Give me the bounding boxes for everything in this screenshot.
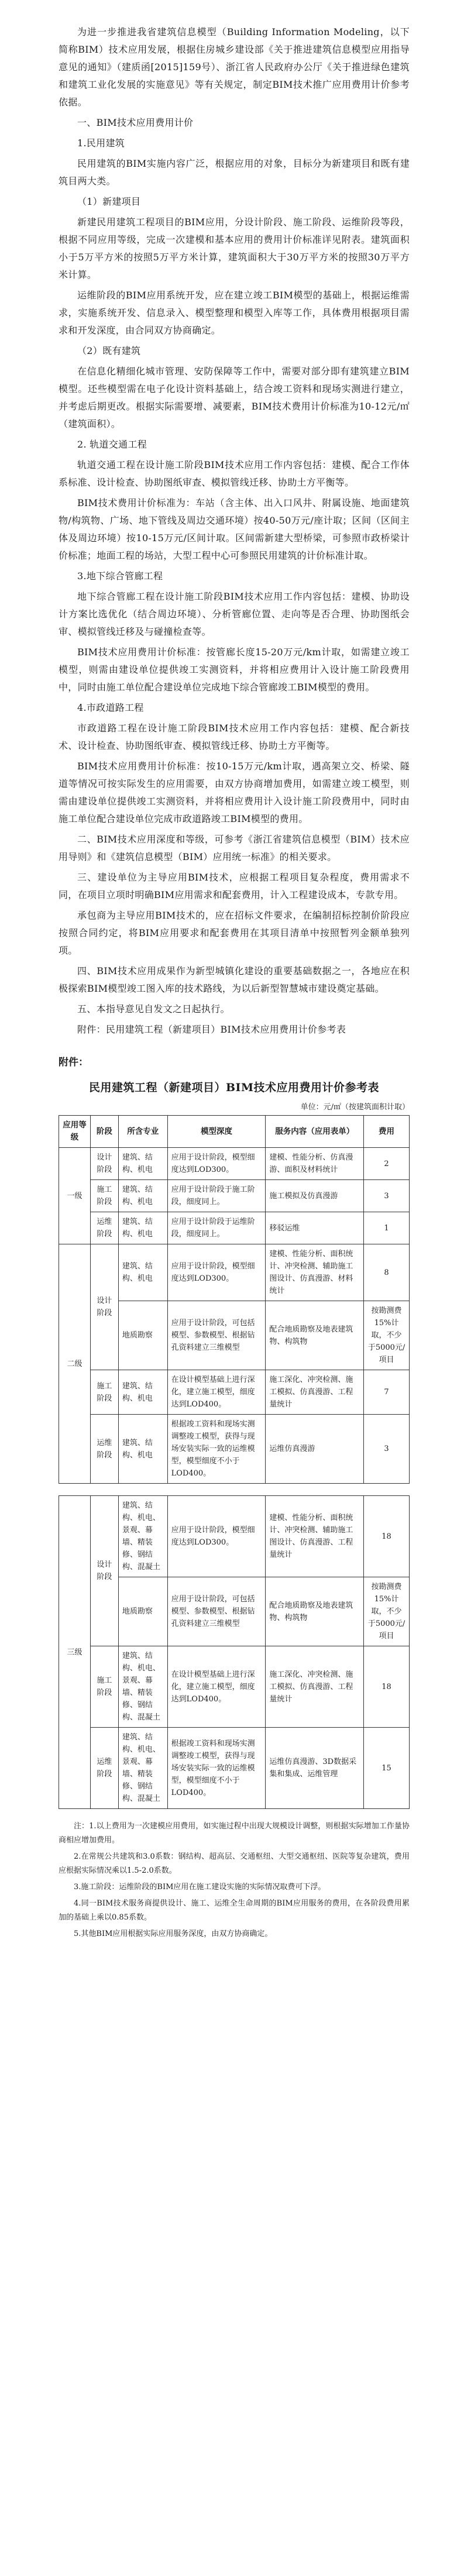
column-header: 应用等级 bbox=[59, 1116, 91, 1148]
service-cell: 移驳运维 bbox=[266, 1212, 364, 1244]
fee-cell: 3 bbox=[364, 1415, 410, 1484]
paragraph: 承包商为主导应用BIM技术的，应在招标文件要求，在编制招标控制价阶段应按照合同约定，将BIM应用要求和配套费用在其项目清单中按照暂列金额单独列项。 bbox=[59, 910, 410, 956]
level-cell: 三级 bbox=[59, 1496, 91, 1809]
table-row bbox=[59, 1415, 410, 1484]
service-cell: 配合地质勘察及地表建筑物、构筑物 bbox=[266, 1577, 364, 1646]
paragraph: 为进一步推进我省建筑信息模型（Building Information Modeling，以下简称BIM）技术应用发展，根据住房城乡建设部《关于推进建筑信息模型应用指导意见的通知》（建质函[2015]159号）、浙江省人民政府办公厅《关于推进绿色建筑和建筑工业化发展的实施意见》等有关规定，制定BIM技术推广应用费用计价参考依据。 bbox=[59, 26, 410, 108]
stage-cell: 运维阶段 bbox=[90, 1415, 118, 1484]
service-cell: 建模、性能分析、面积统计、冲突检测、辅助施工图设计、仿真漫游、工程量统计 bbox=[266, 1496, 364, 1577]
stage-cell: 施工阶段 bbox=[90, 1370, 118, 1415]
specialty-cell: 建筑、结构、机电、景观、幕墙、精装修、钢结构、混凝土 bbox=[118, 1496, 167, 1577]
paragraph: BIM技术应用费用计价标准：按10-15万元/km计取，遇高架立交、桥梁、隧道等情况可按实际发生的应用需要，由双方协商增加费用，如需建立竣工模型，则需由建设单位提供竣工实测资料，并将相应费用计入设计施工阶段费用中，同时由施工单位配合建设单位完成市政道路竣工BIM模型的费用。 bbox=[59, 761, 410, 824]
table-note: 注：1.以上费用为一次建模应用费用，如实施过程中出现大规模设计调整，则根据实际增加工作量协商相应增加费用。 bbox=[59, 1822, 410, 1845]
body-text bbox=[59, 23, 410, 1038]
table-title: 民用建筑工程（新建项目）BIM技术应用费用计价参考表 bbox=[89, 1081, 379, 1094]
paragraph: 在信息化精细化城市管理、安防保障等工作中，需要对部分即有建筑建立BIM模型。还些模型需在电子化设计资料基础上，结合竣工资料和现场实测进行建立，并考虑后期更改。根据实际需要增、减要素，BIM技术费用计价标准为10-12元/㎡（建筑面积）。 bbox=[59, 366, 410, 429]
fee-cell: 18 bbox=[364, 1646, 410, 1728]
stage-cell: 运维阶段 bbox=[90, 1212, 118, 1244]
fee-cell: 2 bbox=[364, 1148, 410, 1180]
model-depth-cell: 应用于设计阶段，模型细度达到LOD300。 bbox=[167, 1244, 266, 1301]
stage-cell: 设计阶段 bbox=[90, 1496, 118, 1646]
paragraph: 三、建设单位为主导应用BIM技术，应根据工程项目复杂程度，费用需求不同，在项目立项时明确BIM应用需求和配套费用，计入工程建设成本，专款专用。 bbox=[59, 872, 410, 900]
fee-table bbox=[59, 1495, 410, 1809]
stage-cell: 设计阶段 bbox=[90, 1244, 118, 1370]
paragraph: 运维阶段的BIM应用系统开发，应在建立竣工BIM模型的基础上，根据运维需求，实施系统开发、信息录入、模型整理和模型入库等工作，具体费用根据项目需求和开发深度，由合同双方协商确定。 bbox=[59, 290, 410, 336]
service-cell: 施工深化、冲突检测、施工模拟、仿真漫游、工程量统计 bbox=[266, 1646, 364, 1728]
column-header: 所含专业 bbox=[118, 1116, 167, 1148]
stage-cell: 设计阶段 bbox=[90, 1148, 118, 1180]
specialty-cell: 建筑、结构、机电 bbox=[118, 1244, 167, 1301]
model-depth-cell: 应用于设计阶段，可包括模型、参数模型、根据钻孔资料建立三维模型 bbox=[167, 1577, 266, 1646]
paragraph: 新建民用建筑工程项目的BIM应用，分设计阶段、施工阶段、运维阶段等段，根据不同应用等级，完成一次建模和基本应用的费用计价标准详见附表。建筑面积小于5万平方米的按照5万平方米计算，建筑面积大于30万平方米的按照30万平方米计算。 bbox=[59, 216, 410, 280]
fee-cell: 按勘测费15%计取，不少于5000元/项目 bbox=[364, 1577, 410, 1646]
table-row bbox=[59, 1728, 410, 1809]
paragraph: 五、本指导意见自发文之日起执行。 bbox=[77, 1003, 230, 1014]
fee-cell: 按勘测费15%计取，不少于5000元/项目 bbox=[364, 1301, 410, 1370]
paragraph: BIM技术费用计价标准为：车站（含主体、出入口风井、附属设施、地面建筑物/构筑物、广场、地下管线及周边交通环境）按40-50万元/座计取；区间（区间主体及周边环境）按10-15万元/区间计取。区间需新建大型桥梁，可参照市政桥梁计价标准；地面工程的场站，大型工程中心可参照民用建筑的计价标准计取。 bbox=[59, 497, 410, 561]
stage-cell: 运维阶段 bbox=[90, 1728, 118, 1809]
specialty-cell: 建筑、结构、机电 bbox=[118, 1370, 167, 1415]
table-note: 2.在常规公共建筑和3.0系数：钢结构、超高层、交通枢纽、大型交通枢纽、医院等复杂建筑，费用应根据实际情况乘以1.5-2.0系数。 bbox=[59, 1852, 410, 1875]
column-header: 阶段 bbox=[90, 1116, 118, 1148]
model-depth-cell: 应用于设计阶段，可包括模型、参数模型、根据钻孔资料建立三维模型 bbox=[167, 1301, 266, 1370]
paragraph: 民用建筑的BIM实施内容广泛，根据应用的对象，目标分为新建项目和既有建筑目两大类。 bbox=[59, 158, 410, 187]
paragraph: 市政道路工程在设计施工阶段BIM技术应用工作内容包括：建模、配合新技术、设计检查、协助图纸审查、模拟管线迁移、协助土方平衡等。 bbox=[59, 723, 410, 751]
table-row bbox=[59, 1180, 410, 1212]
paragraph: （1）新建项目 bbox=[77, 196, 141, 207]
specialty-cell: 地质勘察 bbox=[118, 1301, 167, 1370]
service-cell: 建模、性能分析、面积统计、冲突检测、辅助施工图设计、仿真漫游、材料统计 bbox=[266, 1244, 364, 1301]
service-cell: 建模、性能分析、仿真漫游、面积及材料统计 bbox=[266, 1148, 364, 1180]
fee-cell: 8 bbox=[364, 1244, 410, 1301]
table-unit: 单位：元/㎡（按建筑面积计取） bbox=[300, 1103, 410, 1112]
model-depth-cell: 应用于设计阶段于施工阶段，细度同上。 bbox=[167, 1180, 266, 1212]
table-row bbox=[59, 1496, 410, 1577]
model-depth-cell: 应用于设计阶段，模型细度达到LOD300。 bbox=[167, 1148, 266, 1180]
stage-cell: 施工阶段 bbox=[90, 1180, 118, 1212]
table-note: 3.施工阶段：运维阶段的BIM应用在施工建设实施的实际情况取费可下浮。 bbox=[74, 1883, 326, 1891]
service-cell: 配合地质勘察及地表建筑物、构筑物 bbox=[266, 1301, 364, 1370]
fee-table bbox=[59, 1115, 410, 1484]
specialty-cell: 建筑、结构、机电 bbox=[118, 1148, 167, 1180]
specialty-cell: 建筑、结构、机电 bbox=[118, 1415, 167, 1484]
table-header-row bbox=[59, 1116, 410, 1148]
table-row bbox=[59, 1244, 410, 1301]
paragraph: 一、BIM技术应用费用计价 bbox=[77, 117, 194, 128]
table-row bbox=[59, 1148, 410, 1180]
model-depth-cell: 根据竣工资料和现场实测调整竣工模型，获得与现场安装实际一致的运维模型，模型细度不小于LOD400。 bbox=[167, 1728, 266, 1809]
column-header: 费用 bbox=[364, 1116, 410, 1148]
service-cell: 运维仿真漫游、3D数据采集和集成、运维管理 bbox=[266, 1728, 364, 1809]
table-notes bbox=[59, 1820, 410, 1941]
model-depth-cell: 在设计模型基础上进行深化，建立施工模型，细度达到LOD400。 bbox=[167, 1370, 266, 1415]
table-note: 4.同一BIM技术服务商提供设计、施工、运维全生命周期的BIM应用服务的费用，在各阶段费用累加的基础上乘以0.85系数。 bbox=[59, 1899, 410, 1922]
paragraph: 轨道交通工程在设计施工阶段BIM技术应用工作内容包括：建模、配合工作体系标准、设计检查、协助图纸审查、模拟管线迁移、协助土方平衡等。 bbox=[59, 459, 410, 488]
specialty-cell: 建筑、结构、机电、景观、幕墙、精装修、钢结构、混凝土 bbox=[118, 1728, 167, 1809]
paragraph: 地下综合管廊工程在设计施工阶段BIM技术应用工作内容包括：建模、协助设计方案比选优化（结合周边环境）、分析管廊位置、走向等是否合理、协助图纸会审、模拟管线迁移及与碰撞检查等。 bbox=[59, 591, 410, 637]
level-cell: 一级 bbox=[59, 1148, 91, 1244]
table-row bbox=[59, 1370, 410, 1415]
service-cell: 运维仿真漫游 bbox=[266, 1415, 364, 1484]
service-cell: 施工深化、冲突检测、施工模拟、仿真漫游、工程量统计 bbox=[266, 1370, 364, 1415]
service-cell: 施工模拟及仿真漫游 bbox=[266, 1180, 364, 1212]
fee-cell: 18 bbox=[364, 1496, 410, 1577]
level-cell: 二级 bbox=[59, 1244, 91, 1484]
paragraph: 4.市政道路工程 bbox=[77, 702, 144, 713]
fee-cell: 3 bbox=[364, 1180, 410, 1212]
model-depth-cell: 应用于设计阶段，模型细度达到LOD300。 bbox=[167, 1496, 266, 1577]
paragraph: 3.地下综合管廊工程 bbox=[77, 570, 163, 582]
model-depth-cell: 应用于设计阶段于运维阶段，细度同上。 bbox=[167, 1212, 266, 1244]
column-header: 模型深度 bbox=[167, 1116, 266, 1148]
table-row bbox=[59, 1212, 410, 1244]
paragraph: 2. 轨道交通工程 bbox=[77, 439, 147, 450]
paragraph: 1.民用建筑 bbox=[77, 137, 125, 149]
column-header: 服务内容（应用表单） bbox=[266, 1116, 364, 1148]
attachment-label: 附件： bbox=[59, 1057, 88, 1068]
stage-cell: 施工阶段 bbox=[90, 1646, 118, 1728]
table-row bbox=[59, 1646, 410, 1728]
specialty-cell: 地质勘察 bbox=[118, 1577, 167, 1646]
model-depth-cell: 在设计模型基础上进行深化，建立施工模型，细度达到LOD400。 bbox=[167, 1646, 266, 1728]
fee-cell: 7 bbox=[364, 1370, 410, 1415]
specialty-cell: 建筑、结构、机电 bbox=[118, 1180, 167, 1212]
fee-tables bbox=[59, 1115, 410, 1809]
paragraph: （2）既有建筑 bbox=[77, 345, 141, 356]
fee-cell: 1 bbox=[364, 1212, 410, 1244]
paragraph: 二、BIM技术应用深度和等级，可参考《浙江省建筑信息模型（BIM）技术应用导则》和《建筑信息模型（BIM）应用统一标准》的相关要求。 bbox=[59, 834, 410, 862]
specialty-cell: 建筑、结构、机电 bbox=[118, 1212, 167, 1244]
fee-cell: 15 bbox=[364, 1728, 410, 1809]
paragraph: 附件：民用建筑工程（新建项目）BIM技术应用费用计价参考表 bbox=[77, 1024, 346, 1035]
model-depth-cell: 根据竣工资料和现场实测调整竣工模型，获得与现场安装实际一致的运维模型，模型细度不小于LOD400。 bbox=[167, 1415, 266, 1484]
paragraph: BIM技术应用费用计价标准：按管廊长度15-20万元/km计取，如需建立竣工模型，则需由建设单位提供竣工实测资料，并将相应费用计入设计施工阶段费用中，同时由施工单位配合建设单位完成地下综合管廊竣工BIM模型的费用。 bbox=[59, 646, 410, 693]
table-note: 5.其他BIM应用根据实际应用服务深度，由双方协商确定。 bbox=[74, 1930, 273, 1938]
document-body bbox=[59, 23, 410, 1944]
specialty-cell: 建筑、结构、机电、景观、幕墙、精装修、钢结构、混凝土 bbox=[118, 1646, 167, 1728]
paragraph: 四、BIM技术应用成果作为新型城镇化建设的重要基础数据之一，各地应在积极探索BIM模型竣工图入库的技术路线，为以后新型智慧城市建设奠定基础。 bbox=[59, 965, 410, 994]
table-page-break bbox=[59, 1484, 410, 1495]
